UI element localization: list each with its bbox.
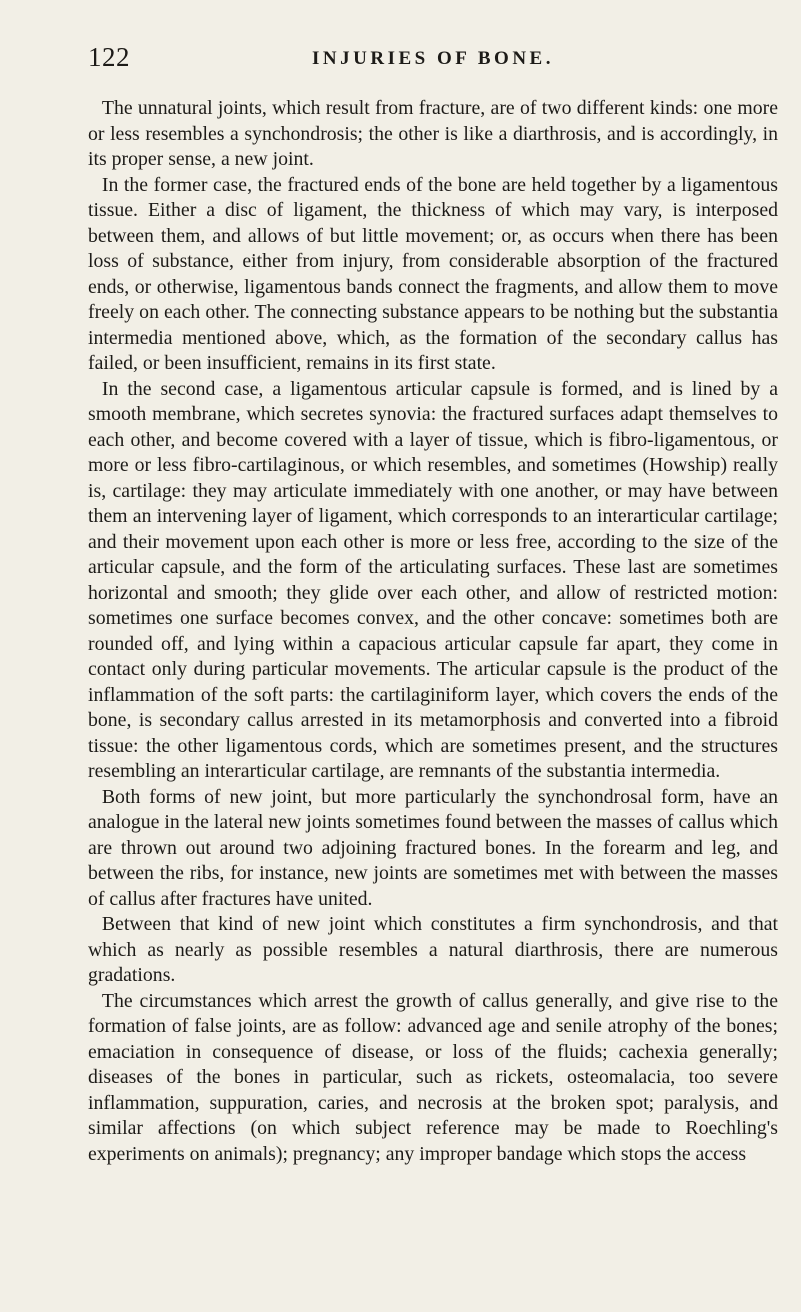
page-header — [88, 40, 778, 74]
paragraph: The circumstances which arrest the growth of callus generally, and give rise to the formation of false joints, are as follow: advanced age and senile atrophy of the bones; emaciation in consequence of disease, or loss of the fluids; cachexia generally; diseases of the bones in particular, such as rickets, osteomalacia, too severe inflammation, suppuration, caries, and necrosis at the broken spot; paralysis, and similar affections (on which subject reference may be made to Roechling's experiments on animals); pregnancy; any improper bandage which stops the access — [88, 989, 778, 1165]
page-number: 122 — [88, 42, 130, 72]
paragraph: In the second case, a ligamentous articular capsule is formed, and is lined by a smooth membrane, which secretes synovia: the fractured surfaces adapt themselves to each other, and become covered with a layer of tissue, which is fibro-ligamentous, or more or less fibro-cartilaginous, or which resembles, and sometimes (Howship) really is, cartilage: they may articulate immediately with one another, or may have between them an intervening layer of ligament, which corresponds to an interarticular cartilage; and their movement upon each other is more or less free, according to the size of the articular capsule, and the form of the articulating surfaces. These last are sometimes horizontal and smooth; they glide over each other, and allow of restricted motion: sometimes one surface becomes convex, and the other concave: sometimes both are rounded off, and lying within a capacious articular capsule far apart, they come in contact only during particular movements. The articular capsule is the product of the inflammation of the soft parts: the cartilaginiform layer, which covers the ends of the bone, is secondary callus arrested in its metamorphosis and converted into a fibroid tissue: the other ligamentous cords, which are sometimes present, and the structures resembling an interarticular cartilage, are remnants of the substantia intermedia. — [88, 377, 778, 782]
paragraph: The unnatural joints, which result from fracture, are of two different kinds: one more or less resembles a synchondrosis; the other is like a diarthrosis, and is accordingly, in its proper sense, a new joint. — [88, 97, 778, 170]
running-head: INJURIES OF BONE. — [312, 48, 554, 69]
paragraph: Between that kind of new joint which constitutes a firm synchondrosis, and that which as nearly as possible resembles a natural diarthrosis, there are numerous gradations. — [88, 913, 778, 986]
paragraph: Both forms of new joint, but more particularly the synchondrosal form, have an analogue in the lateral new joints sometimes found between the masses of callus which are thrown out around two adjoining fractured bones. In the forearm and leg, and between the ribs, for instance, new joints are sometimes met with between the masses of callus after fractures have united. — [88, 785, 778, 910]
paragraph: In the former case, the fractured ends of the bone are held together by a ligamentous tissue. Either a disc of ligament, the thickness of which may vary, is interposed between them, and allows of but little movement; or, as occurs when there has been loss of substance, either from injury, from considerable absorption of the fractured ends, or otherwise, ligamentous bands connect the fragments, and allow them to move freely on each other. The connecting substance appears to be nothing but the substantia intermedia mentioned above, which, as the formation of the secondary callus has failed, or been insufficient, remains in its first state. — [88, 173, 778, 374]
body-text — [88, 96, 778, 1167]
